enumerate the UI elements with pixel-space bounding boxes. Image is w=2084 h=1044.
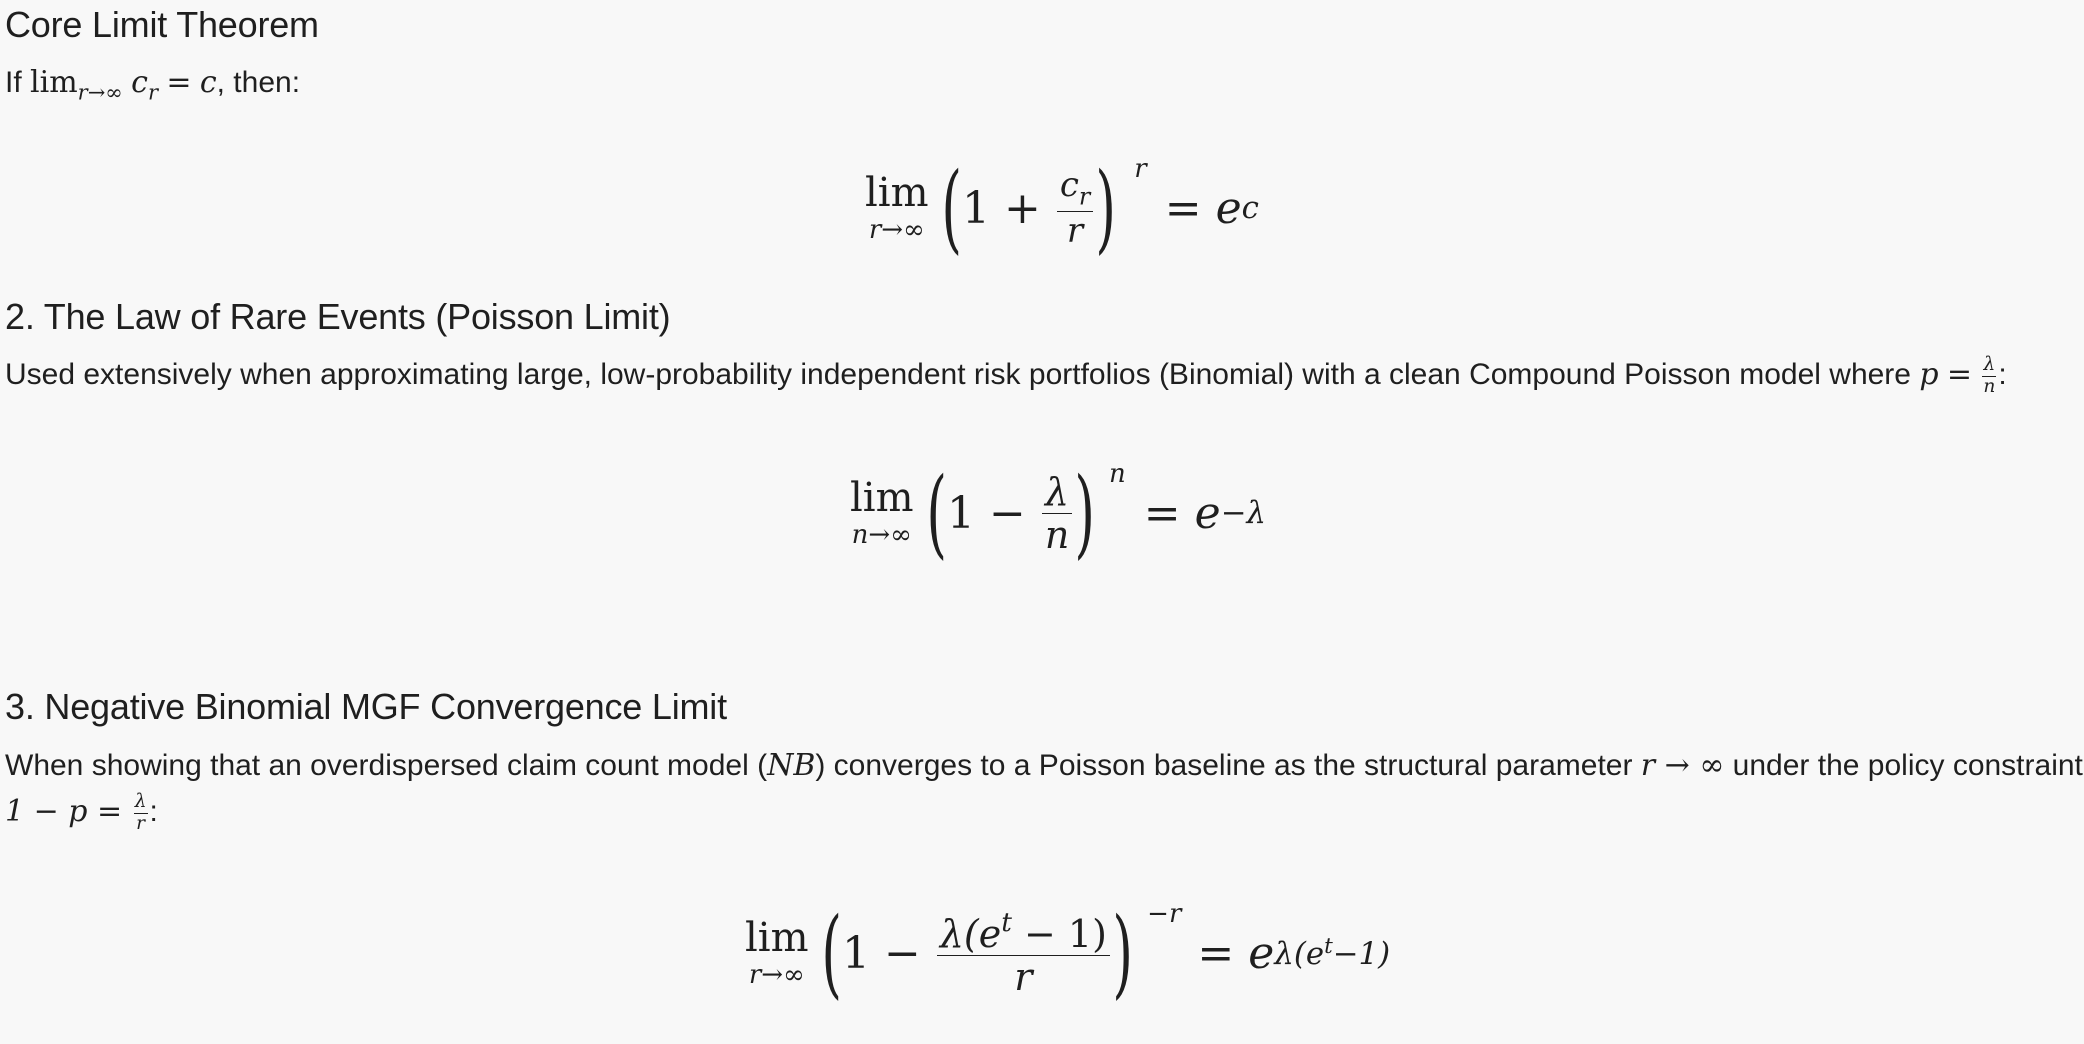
limit-operator-3 bbox=[745, 915, 809, 990]
inline-c: c bbox=[131, 65, 148, 100]
e-exponent-c: c bbox=[1241, 190, 1259, 226]
inline-lambda-2: λ bbox=[134, 791, 147, 812]
inline-one-minus-p: 1 − p = bbox=[5, 794, 132, 830]
minus-sign: − bbox=[988, 487, 1026, 539]
left-paren-2: ( bbox=[925, 457, 947, 569]
frac-den-r: r bbox=[1066, 211, 1084, 252]
fraction-cr-over-r bbox=[1057, 164, 1093, 252]
equals-sign-2: = bbox=[1143, 487, 1181, 539]
term-one: 1 bbox=[961, 182, 990, 234]
equation-core-limit bbox=[865, 152, 1259, 264]
term-one-2: 1 bbox=[946, 487, 975, 539]
lim-word-3: lim bbox=[745, 915, 809, 961]
inline-frac-lambda-r bbox=[134, 793, 148, 833]
right-paren-2: ) bbox=[1074, 457, 1096, 569]
power-group-2 bbox=[925, 457, 1126, 569]
left-paren: ( bbox=[940, 152, 962, 264]
fraction-mgf bbox=[937, 907, 1110, 999]
frac-den-r-3: r bbox=[1014, 954, 1033, 999]
lim-word-2: lim bbox=[850, 475, 914, 521]
frac-num-lambda: λ bbox=[1042, 473, 1072, 514]
power-group bbox=[940, 152, 1147, 264]
e-exponent-mgf bbox=[1274, 934, 1390, 972]
exponent-neg-r: −r bbox=[1147, 899, 1182, 929]
equation-poisson-limit bbox=[850, 457, 1267, 569]
section-heading-rare-events: 2. The Law of Rare Events (Poisson Limit) bbox=[5, 296, 671, 337]
exponent-n: n bbox=[1109, 459, 1126, 489]
inline-r: r bbox=[136, 812, 146, 834]
e-base-2: e bbox=[1194, 487, 1221, 539]
inline-lim-sub: r→∞ bbox=[77, 80, 123, 105]
fraction-lambda-over-n bbox=[1042, 469, 1072, 557]
lim-subscript: r→∞ bbox=[868, 215, 925, 245]
inline-n: n bbox=[1983, 375, 1996, 397]
section1-intro bbox=[5, 65, 300, 110]
colon-2: : bbox=[149, 795, 158, 829]
section-heading-core-limit: Core Limit Theorem bbox=[5, 4, 319, 45]
exp-tail: −1) bbox=[1332, 935, 1391, 972]
section2-text bbox=[5, 356, 2007, 396]
plus-sign: + bbox=[1003, 182, 1041, 234]
section2-text-body: Used extensively when approximating large, low-probability independent risk portfolios (Binomial) with a clean Compound Poisson model where bbox=[5, 358, 1920, 392]
frac-num-sub: r bbox=[1078, 182, 1091, 211]
exp-lambda-e: λ(e bbox=[1274, 935, 1325, 972]
e-base-3: e bbox=[1248, 927, 1275, 979]
power-group-3 bbox=[820, 897, 1182, 1009]
intro-prefix: If bbox=[5, 66, 31, 99]
inline-lambda: λ bbox=[1983, 354, 1996, 375]
frac-num-t: t bbox=[1001, 907, 1012, 939]
section3-text-b: ) converges to a Poisson baseline as the structural parameter bbox=[815, 749, 1641, 782]
section3-text-c: under the policy constraint bbox=[1724, 749, 2083, 782]
equation-nb-mgf-limit bbox=[745, 897, 1391, 1009]
lim-word: lim bbox=[865, 170, 929, 216]
inline-equals-2: = bbox=[1946, 357, 1973, 393]
frac-den-n: n bbox=[1044, 512, 1070, 557]
e-base: e bbox=[1215, 182, 1242, 234]
right-paren: ) bbox=[1095, 152, 1117, 264]
section-heading-nb-mgf: 3. Negative Binomial MGF Convergence Limit bbox=[5, 686, 727, 727]
inline-lim: lim bbox=[30, 65, 78, 100]
equals-sign-3: = bbox=[1197, 927, 1235, 979]
inline-r-arrow: r → ∞ bbox=[1640, 748, 1725, 783]
colon: : bbox=[1998, 358, 2007, 392]
right-paren-3: ) bbox=[1112, 897, 1133, 1009]
term-one-3: 1 bbox=[841, 927, 870, 979]
equals-sign: = bbox=[1164, 182, 1202, 234]
section3-text-line2 bbox=[5, 793, 158, 833]
inline-p: p bbox=[1919, 357, 1939, 393]
inline-frac-lambda-n bbox=[1982, 356, 1996, 396]
exponent-r: r bbox=[1134, 154, 1147, 184]
frac-num-c: c bbox=[1059, 164, 1079, 205]
inline-c-sub: r bbox=[147, 80, 158, 105]
minus-sign-3: − bbox=[883, 927, 921, 979]
lim-subscript-2: n→∞ bbox=[851, 520, 912, 550]
inline-c-value: c bbox=[199, 65, 217, 100]
lim-subscript-3: r→∞ bbox=[748, 960, 805, 990]
limit-operator-2 bbox=[850, 475, 914, 550]
left-paren-3: ( bbox=[820, 897, 842, 1009]
exp-t: t bbox=[1324, 934, 1333, 960]
frac-num-lambda-e: λ(e bbox=[939, 911, 1002, 956]
inline-nb: NB bbox=[767, 748, 816, 783]
section3-text-line1 bbox=[5, 748, 2083, 784]
limit-operator bbox=[865, 170, 929, 245]
frac-num-tail: − 1) bbox=[1011, 911, 1107, 956]
inline-equals: = bbox=[166, 65, 192, 100]
e-exponent-neg-lambda: −λ bbox=[1220, 495, 1267, 531]
section3-text-a: When showing that an overdispersed claim count model ( bbox=[5, 749, 768, 782]
intro-suffix: , then: bbox=[216, 66, 301, 99]
